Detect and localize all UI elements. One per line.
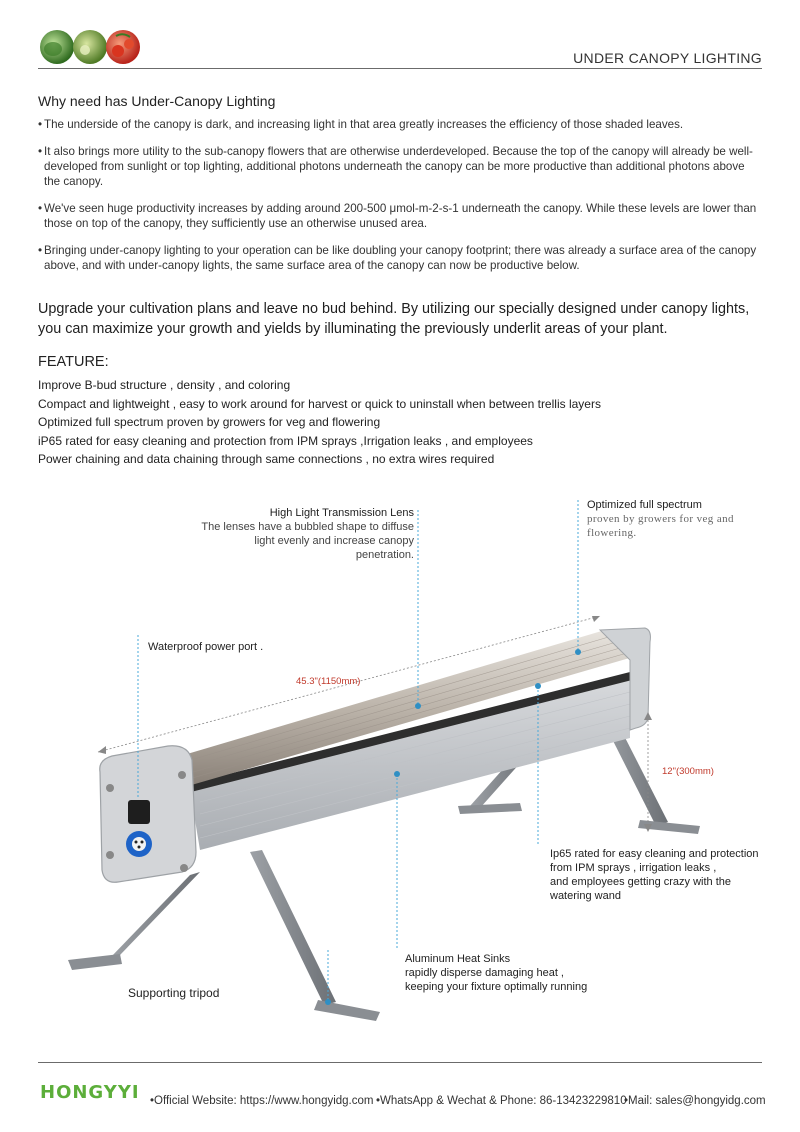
- lens-callout: High Light Transmission Lens The lenses have a bubbled shape to diffuse light evenly and increase canopy penetration.: [201, 507, 414, 561]
- why-bullet: • It also brings more utility to the sub-canopy flowers that are otherwise underdeveloped. Because the top of the canopy will already be well-developed from sunlight or top lighting, additional photons underneath the canopy can be more productive than additional photons above the canopy.: [38, 145, 753, 188]
- ip65-callout: Ip65 rated for easy cleaning and protection from IPM sprays , irrigation leaks , and employees getting crazy with the watering wand: [550, 848, 759, 902]
- footer-mail[interactable]: •Mail: sales@hongyidg.com: [624, 1095, 766, 1107]
- feature-item: Optimized full spectrum proven by growers for veg and flowering: [38, 415, 381, 429]
- feature-item: Power chaining and data chaining through same connections , no extra wires required: [38, 452, 495, 466]
- feature-item: iP65 rated for easy cleaning and protection from IPM sprays ,Irrigation leaks , and employees: [38, 433, 533, 448]
- why-bullet: • We've seen huge productivity increases by adding around 200-500 μmol-m-2-s-1 underneath the canopy. While these levels are lower than those on top of the canopy, they sufficiently use an otherwise unused area.: [38, 202, 757, 230]
- tripod-callout: Supporting tripod: [128, 986, 220, 1000]
- brand-logo: HONGYYI: [40, 1082, 140, 1103]
- feature-list: [38, 376, 601, 469]
- product-diagram: [0, 480, 800, 1040]
- heatsink-callout: Aluminum Heat Sinks rapidly disperse damaging heat , keeping your fixture optimally running: [405, 953, 588, 993]
- footer-website[interactable]: •Official Website: https://www.hongyidg.com: [150, 1095, 374, 1107]
- header-divider: [38, 68, 762, 69]
- footer-divider: [38, 1062, 762, 1063]
- footer-phone: •WhatsApp & Wechat & Phone: 86-13423229810: [376, 1095, 627, 1107]
- length-dimension-label: 45.3"(1150mm): [296, 676, 361, 687]
- header-logo-images: [38, 28, 142, 66]
- height-dimension-label: 12"(300mm): [662, 766, 714, 777]
- page-header-title: UNDER CANOPY LIGHTING: [573, 50, 762, 66]
- why-bullet-list: [38, 117, 758, 285]
- feature-item: Improve B-bud structure , density , and coloring: [38, 378, 291, 392]
- why-section-title: Why need has Under-Canopy Lighting: [38, 93, 276, 109]
- upgrade-paragraph: Upgrade your cultivation plans and leave no bud behind. By utilizing our specially designed under canopy lights, you can maximize your growth and yields by illuminating the previously underlit areas of your plant.: [38, 301, 750, 337]
- why-bullet: • Bringing under-canopy lighting to your operation can be like doubling your canopy footprint; there was already a surface area of the canopy above, and with under-canopy lights, the same surface area of the canopy can now be productive below.: [38, 244, 757, 272]
- why-bullet: • The underside of the canopy is dark, and increasing light in that area greatly increases the efficiency of those shaded leaves.: [38, 118, 684, 131]
- power-connector: [128, 800, 150, 824]
- spectrum-callout: Optimized full spectrum proven by growers for veg and flowering.: [587, 499, 734, 539]
- feature-item: Compact and lightweight , easy to work around for harvest or quick to uninstall when between trellis layers: [38, 396, 601, 411]
- feature-title: FEATURE:: [38, 354, 109, 370]
- front-leg: [110, 872, 200, 958]
- front-leg: [250, 850, 336, 1005]
- power-port-callout: Waterproof power port .: [148, 641, 264, 653]
- light-bar-illustration: [0, 480, 800, 1040]
